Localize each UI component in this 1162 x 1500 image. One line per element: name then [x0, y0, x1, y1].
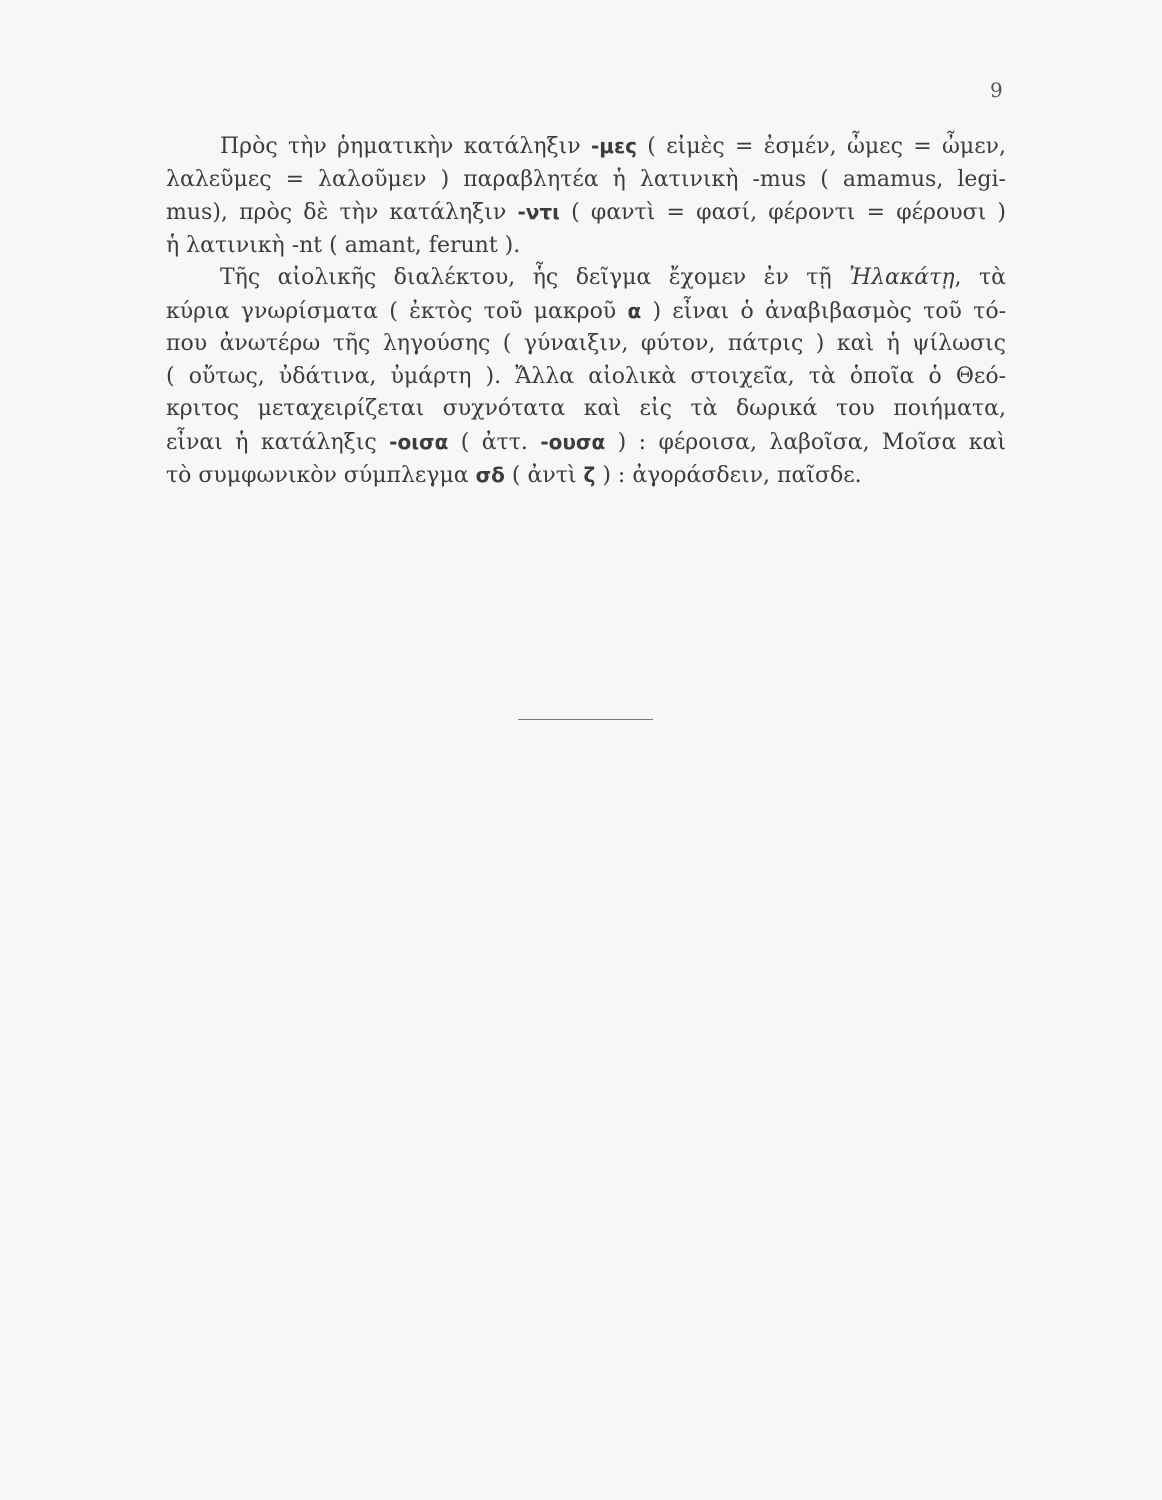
text-line: κριτος μεταχειρίζεται συχνότατα καὶ εἰς τὰ δωρικά του ποιήματα,	[166, 396, 1006, 421]
bold-suffix: -ντι	[517, 200, 560, 224]
text-run: , τὰ	[954, 265, 1007, 290]
bold-suffix: -οισα	[389, 429, 449, 454]
text-run: ( ἀττ.	[448, 429, 541, 455]
italic-title: Ἠλακάτῃ	[849, 265, 955, 290]
text-line	[166, 196, 1006, 230]
body-text	[166, 130, 1006, 493]
paragraph-1	[166, 130, 1006, 262]
section-divider	[518, 719, 653, 720]
text-run: ( ἀντὶ	[504, 463, 584, 488]
bold-letter: α	[627, 298, 642, 323]
text-line	[166, 295, 1006, 329]
text-line	[166, 130, 1006, 164]
bold-suffix: -ουσα	[540, 429, 606, 454]
bold-letter: ζ	[583, 463, 596, 487]
page-number: 9	[990, 78, 1003, 102]
text-run: εἶναι ἡ κατάληξις	[166, 429, 390, 455]
paragraph-2	[166, 262, 1006, 493]
text-run: ) : φέροισα, λαβοῖσα, Μοῖσα καὶ	[605, 429, 1006, 455]
text-run: ) : ἀγοράσδειν, παῖσδε.	[595, 463, 862, 488]
text-line	[166, 459, 1006, 493]
text-line: λαλεῦμες = λαλοῦμεν ) παραβλητέα ἡ λατινικὴ -mus ( amamus, legi-	[166, 166, 1006, 192]
bold-letters: σδ	[475, 463, 505, 487]
bold-suffix: -μες	[590, 134, 637, 158]
text-run: Τῆς αἰολικῆς διαλέκτου, ἧς δεῖγμα ἔχομεν ἐν τῇ	[220, 265, 850, 290]
text-run: ) εἶναι ὁ ἀναβιβασμὸς τοῦ τό-	[641, 298, 1007, 324]
text-run: Πρὸς τὴν ῥηματικὴν κατάληξιν	[220, 134, 591, 159]
text-run: ( φαντὶ = φασί, φέροντι = φέρουσι )	[559, 200, 1006, 225]
text-run: τὸ συμφωνικὸν σύμπλεγμα	[166, 463, 476, 488]
text-line: ( οὔτως, ὐδάτινα, ὐμάρτη ). Ἄλλα αἰολικὰ στοιχεῖα, τὰ ὁποῖα ὁ Θεό-	[166, 363, 1006, 389]
text-line	[166, 426, 1006, 460]
text-line: ἡ λατινικὴ -nt ( amant, ferunt ).	[166, 232, 521, 258]
text-run: κύρια γνωρίσματα ( ἐκτὸς τοῦ μακροῦ	[166, 298, 628, 324]
text-run: ( εἰμὲς = ἐσμέν, ὦμες = ὦμεν,	[636, 134, 1006, 159]
text-run: mus), πρὸς δὲ τὴν κατάληξιν	[166, 200, 518, 225]
text-line	[166, 262, 1006, 295]
text-line: που ἀνωτέρω τῆς ληγούσης ( γύναιξιν, φύτον, πάτρις ) καὶ ἡ ψίλωσις	[166, 331, 1006, 356]
